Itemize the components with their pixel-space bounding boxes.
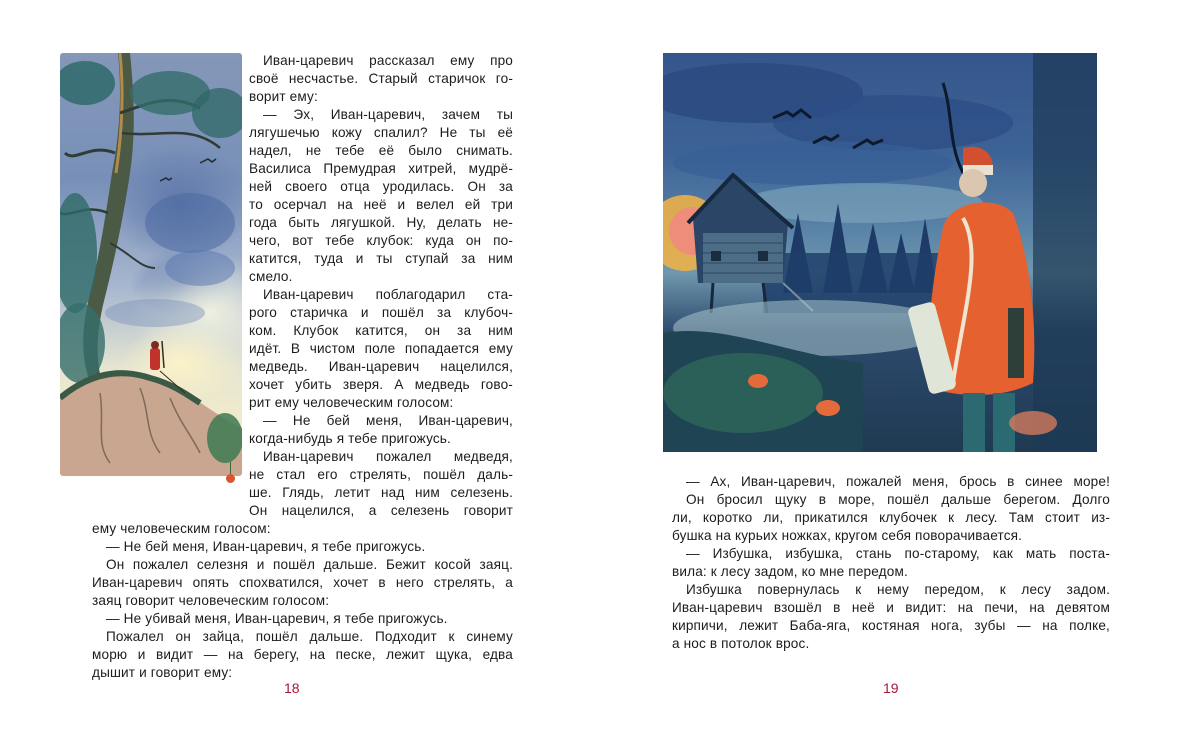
text-line: — Не убивай меня, Иван-царевич, я тебе пригожусь. <box>106 611 448 626</box>
text-line: ком. Клубок катится, он за ним <box>249 323 513 338</box>
yarn-ball-icon <box>226 474 235 483</box>
text-line: ней своего отца уродилась. Он за <box>249 179 513 194</box>
text-line: морю и видит — на берегу, на песке, лежит щука, едва <box>92 647 513 662</box>
text-line: ему человеческим голосом: <box>92 521 271 536</box>
text-line: то осерчал на неё и велел ей три <box>249 197 513 212</box>
text-line: Он пожалел селезня и пошёл дальше. Бежит косой заяц. <box>106 557 513 572</box>
text-line: не стал его стрелять, пошёл даль- <box>249 467 513 482</box>
text-line: — Не бей меня, Иван-царевич, <box>263 413 513 428</box>
text-line: — Не бей меня, Иван-царевич, я тебе пригожусь. <box>106 539 426 554</box>
text-line: Иван-царевич поблагодарил ста- <box>263 287 513 302</box>
text-line: идёт. В чистом поле попадается ему <box>249 341 513 356</box>
text-line: своё несчастье. Старый старичок го- <box>249 71 513 86</box>
page-number: 19 <box>883 680 899 696</box>
illustration-hut-on-chicken-legs-icon <box>663 53 1097 452</box>
text-line: Иван-царевич взошёл в неё и видит: на печи, на девятом <box>672 600 1110 615</box>
text-line: — Эх, Иван-царевич, зачем ты <box>263 107 513 122</box>
text-line: Он бросил щуку в море, пошёл дальше берегом. Долго <box>686 492 1110 507</box>
text-line: чего, вот тебе клубок: куда он по- <box>249 233 513 248</box>
text-line: ли, коротко ли, прикатился клубочек к лесу. Там стоит из- <box>672 510 1110 525</box>
text-line: когда-нибудь я тебе пригожусь. <box>249 431 451 446</box>
text-line: Избушка повернулась к нему передом, к лесу задом. <box>686 582 1110 597</box>
text-line: медведь. Иван-царевич нацелился, <box>249 359 513 374</box>
text-line: рит ему человеческим голосом: <box>249 395 454 410</box>
text-line: Он нацелился, а селезень говорит <box>249 503 513 518</box>
text-line: Иван-царевич опять спохватился, хочет в него стрелять, а <box>92 575 513 590</box>
text-line: Иван-царевич рассказал ему про <box>263 53 513 68</box>
text-line: Василиса Премудрая хитрей, мудрё- <box>249 161 513 176</box>
text-line: года быть лягушкой. Ну, делать не- <box>249 215 513 230</box>
text-line: смело. <box>249 269 293 284</box>
text-line: заяц говорит человеческим голосом: <box>92 593 330 608</box>
text-line: Пожалел он зайца, пошёл дальше. Подходит к синему <box>106 629 513 644</box>
text-line: дышит и говорит ему: <box>92 665 233 680</box>
text-line: кирпичи, лежит Баба-яга, костяная нога, зубы — на полке, <box>672 618 1110 633</box>
illustration-tree-cliff-icon <box>60 53 242 476</box>
text-line: ворит ему: <box>249 89 318 104</box>
text-line: надел, не тебе её было снимать. <box>249 143 513 158</box>
text-line: катится, туда и ты ступай за ним <box>249 251 513 266</box>
text-line: лягушечью кожу спалил? Не ты её <box>249 125 513 140</box>
text-line: Иван-царевич пожалел медведя, <box>263 449 513 464</box>
text-line: хочет убить зверя. А медведь гово- <box>249 377 513 392</box>
right-page <box>592 0 1183 749</box>
text-line: ше. Глядь, летит над ним селезень. <box>249 485 513 500</box>
text-line: бушка на курьих ножках, кругом себя поворачивается. <box>672 528 1023 543</box>
text-line: — Ах, Иван-царевич, пожалей меня, брось в синее море! <box>686 474 1110 489</box>
text-line: — Избушка, избушка, стань по-старому, как мать поста- <box>686 546 1110 561</box>
text-line: рого старичка и пошёл за клубоч- <box>249 305 513 320</box>
page-number: 18 <box>284 680 300 696</box>
text-line: а нос в потолок врос. <box>672 636 810 651</box>
text-line: вила: к лесу задом, ко мне передом. <box>672 564 908 579</box>
